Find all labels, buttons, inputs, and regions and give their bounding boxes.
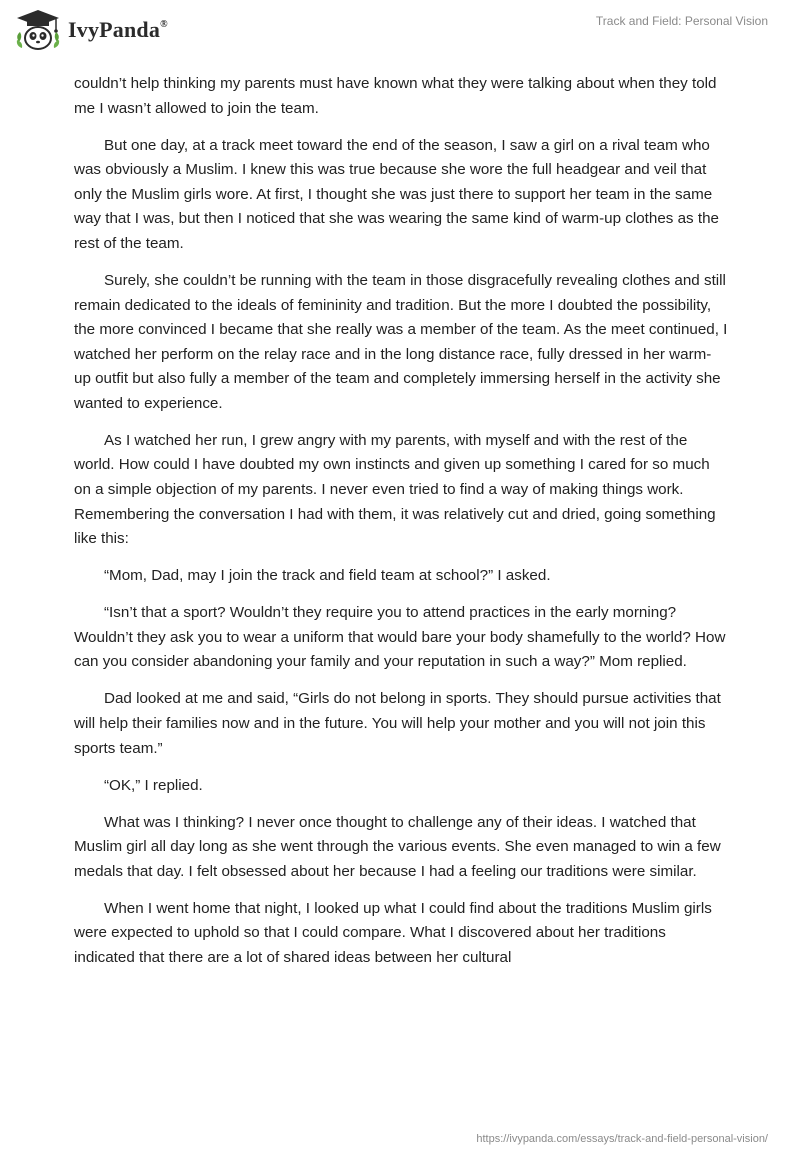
paragraph: As I watched her run, I grew angry with my parents, with myself and with the rest of the world. How could I have doubted my own instincts and given up something I cared for so much on a simple objection of my parents. I never even tried to find a way of making things work. Remembering the conversation I had with them, it was relatively cut and dried, going something like this: — [74, 431, 716, 548]
paragraph: “OK,” I replied. — [104, 776, 203, 794]
document-title: Track and Field: Personal Vision — [595, 14, 768, 28]
paragraph: Dad looked at me and said, “Girls do not belong in sports. They should pursue activities that will help their families now and in the future. You will help your mother and you will not join this sports team.” — [74, 690, 721, 757]
source-url[interactable]: https://ivypanda.com/essays/track-and-field-personal-vision/ — [476, 1133, 768, 1145]
paragraph: What was I thinking? I never once thought to challenge any of their ideas. I watched that Muslim girl all day long as she went through the various events. She even managed to win a few medals that day. I felt obsessed about her because I had a feeling our traditions were similar. — [74, 813, 721, 880]
paragraph: “Mom, Dad, may I join the track and field team at school?” I asked. — [104, 567, 551, 585]
page-header — [0, 0, 800, 64]
panda-graduate-icon — [14, 8, 62, 52]
paragraph: couldn’t help thinking my parents must have known what they were talking about when they told me I wasn’t allowed to join the team. — [74, 75, 717, 117]
paragraph: “Isn’t that a sport? Wouldn’t they require you to attend practices in the early morning? Wouldn’t they ask you to wear a uniform that would bare your body shamefully to the world? How can you consider abandoning your family and your reputation in such a way?” Mom replied. — [74, 604, 726, 671]
paragraph: But one day, at a track meet toward the end of the season, I saw a girl on a rival team who was obviously a Muslim. I knew this was true because she wore the full headgear and veil that only the Muslim girls wore. At first, I thought she was just there to support her team in the same way that I was, but then I noticed that she was wearing the same kind of warm-up clothes as the rest of the team. — [74, 136, 719, 252]
ivypanda-logo[interactable] — [14, 8, 168, 52]
paragraph: Surely, she couldn’t be running with the team in those disgracefully revealing clothes and still remain dedicated to the ideals of femininity and tradition. But the more I doubted the possibility, the more convinced I became that she really was a member of the team. As the meet continued, I watched her perform on the relay race and in the long distance race, fully dressed in her warm-up outfit but also fully a member of the team and completely immersing herself in the activity she wanted to experience. — [74, 271, 728, 412]
paragraph: When I went home that night, I looked up what I could find about the traditions Muslim girls were expected to uphold so that I could compare. What I discovered about her traditions indicated that there are a lot of shared ideas between her cultural — [74, 899, 712, 966]
brand-name: IvyPanda® — [68, 17, 168, 42]
essay-body — [74, 72, 728, 983]
